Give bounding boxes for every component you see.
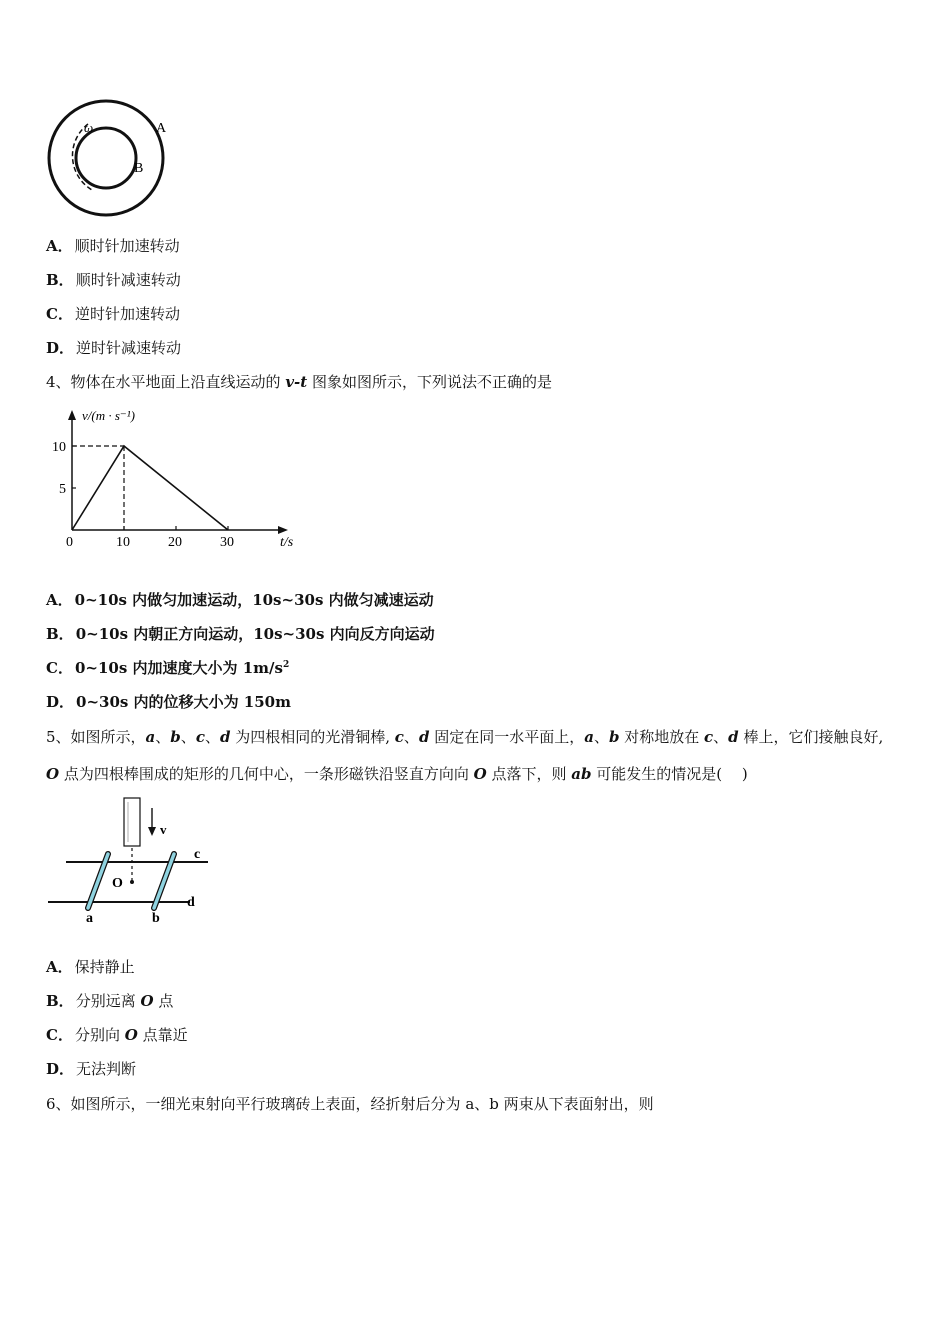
velocity-series-line [72,446,228,530]
y-axis-arrow [68,410,76,420]
rod-d-label: d [187,895,195,910]
q3-option-b[interactable]: B． 顺时针减速转动 [46,271,181,289]
rod-a-label: a [86,911,93,926]
q4-option-b[interactable]: B． 0~10s 内朝正方向运动，10s~30s 内向反方向运动 [46,625,435,643]
velocity-label: v [160,822,167,837]
velocity-arrow-head [148,827,156,836]
center-o-label: O [112,876,123,891]
omega-label: ω [84,120,94,135]
y-tick-label: 10 [52,440,66,455]
q4-option-d[interactable]: D． 0~30s 内的位移大小为 150m [46,693,291,711]
inner-ring-B [76,128,136,188]
x-axis-arrow [278,526,288,534]
q5-stem-line2: O 点为四根棒围成的矩形的几何中心，一条形磁铁沿竖直方向向 O 点落下，则 ab 可能发生的情况是( ) [46,765,748,783]
center-point [130,880,134,884]
q3-option-c[interactable]: C． 逆时针加速转动 [46,305,180,323]
vt-chart [44,400,306,556]
q5-option-a[interactable]: A． 保持静止 [46,958,135,976]
q4-stem: 4、物体在水平地面上沿直线运动的 v-t 图象如图所示，下列说法不正确的是 [46,373,552,391]
y-tick-label: 5 [59,482,66,497]
rod-c-label: c [194,847,201,862]
x-tick-label: 10 [116,535,130,550]
y-axis-label: v/(m · s⁻¹) [82,408,135,423]
outer-ring-A [49,101,163,215]
q5-option-b[interactable]: B． 分别远离 O 点 [46,992,174,1010]
x-tick-label: 0 [66,535,73,550]
q3-option-a[interactable]: A． 顺时针加速转动 [46,237,180,255]
rod-b-label: b [152,911,160,926]
q5-option-d[interactable]: D． 无法判断 [46,1060,137,1078]
q5-option-c[interactable]: C． 分别向 O 点靠近 [46,1026,188,1044]
ring-a-label: A [156,121,167,136]
q4-option-c[interactable]: C． 0~10s 内加速度大小为 $1m/s^2$ [46,659,290,677]
magnet-rods-figure [44,794,212,928]
ring-b-label: B [134,161,144,176]
bar-magnet [124,798,140,846]
q3-option-d[interactable]: D． 逆时针减速转动 [46,339,182,357]
x-tick-label: 30 [220,535,234,550]
q6-stem: 6、如图所示，一细光束射向平行玻璃砖上表面，经折射后分为 a、b 两束从下表面射出，则 [46,1095,654,1113]
x-tick-label: 20 [168,535,182,550]
ring-figure [44,98,174,220]
q4-option-a[interactable]: A． 0~10s 内做匀加速运动，10s~30s 内做匀减速运动 [46,591,434,609]
x-axis-label: t/s [280,535,294,550]
q5-stem-line1: 5、如图所示，a、b、c、d 为四根相同的光滑铜棒, c、d 固定在同一水平面上，a、b 对称地放在 c、d 棒上，它们接触良好, [46,728,884,746]
